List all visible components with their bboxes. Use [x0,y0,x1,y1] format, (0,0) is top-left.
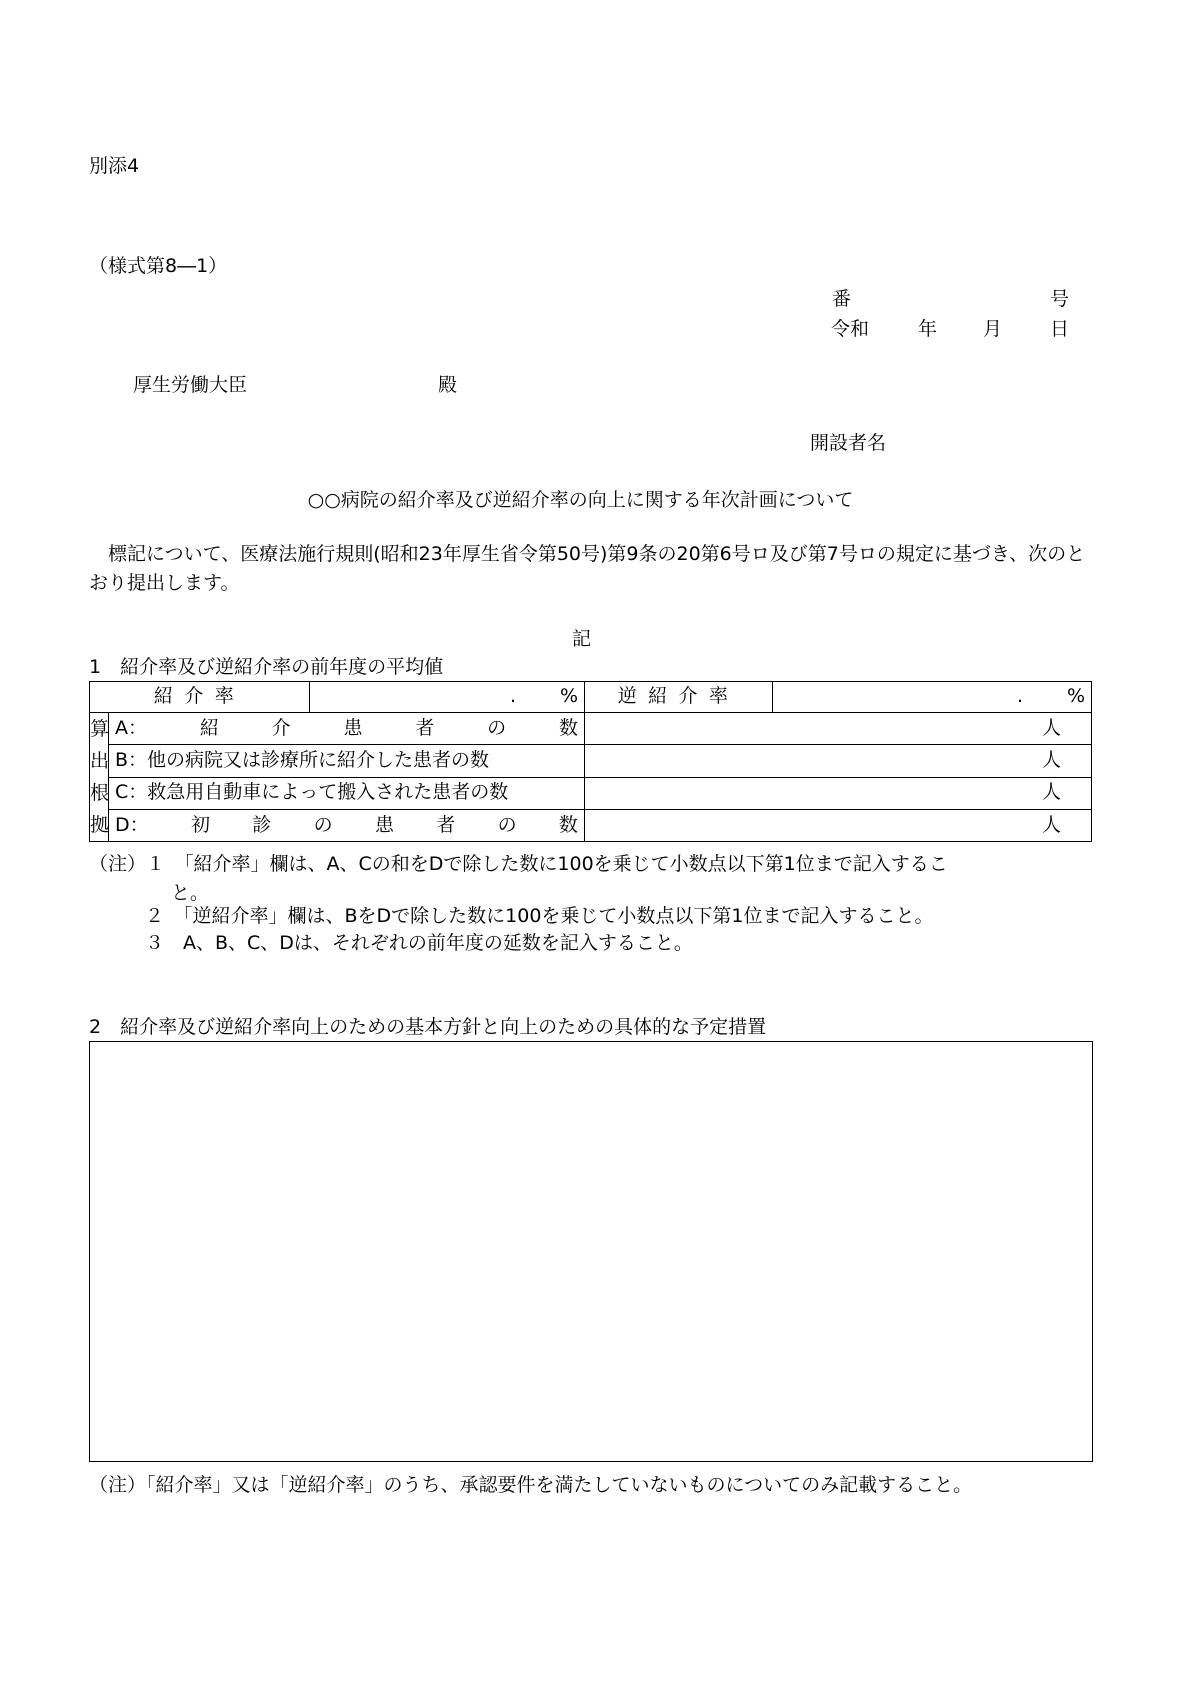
section1-heading: 1 紹介率及び逆紹介率の前年度の平均値 [89,656,444,678]
date-month-label: 月 [983,318,1003,340]
intro-rate-label: 紹介率 [90,682,310,713]
reverse-rate-value[interactable] [773,682,1092,713]
row-d-value[interactable]: 人 [585,809,1092,841]
date-year-label: 年 [918,318,938,340]
decimal-mark: . [1016,685,1023,708]
note-1: （注）１ 「紹介率」欄は、A、Cの和をDで除した数に100を乗じて小数点以下第1位まで記入するこ と。 [89,853,948,904]
row-a-value[interactable]: 人 [585,713,1092,745]
founder-name-label: 開設者名 [810,432,887,454]
decimal-mark: . [509,685,517,708]
addressee: 厚生労働大臣 [133,374,248,396]
table-row [90,777,1092,809]
ki-heading: 記 [572,628,592,650]
row-b-value[interactable]: 人 [585,745,1092,777]
honorific: 殿 [438,374,458,396]
reference-number-label: 番 [832,288,852,310]
reverse-rate-label: 逆紹介率 [585,682,773,713]
section2-heading: 2 紹介率及び逆紹介率向上のための基本方針と向上のための具体的な予定措置 [89,1016,767,1038]
calculation-basis-label: 算 出 根 拠 [90,713,109,842]
row-a-label: A： 紹 介 患 者 の 数 [109,713,585,745]
body-paragraph: 標記について、医療法施行規則(昭和23年厚生省令第50号)第9条の20第6号ロ及び第7号ロの規定に基づき、次のとおり提出します。 [89,543,1086,594]
section2-note: （注）「紹介率」又は「逆紹介率」のうち、承認要件を満たしていないものについてのみ記載すること。 [89,1474,973,1496]
row-c-label: C：救急用自動車によって搬入された患者の数 [109,777,585,809]
row-c-value[interactable]: 人 [585,777,1092,809]
table-row [90,809,1092,841]
reference-number-suffix: 号 [1050,288,1070,310]
rate-row [90,682,1092,713]
attachment-label: 別添4 [89,155,140,177]
row-d-label: D： 初 診 の 患 者 の 数 [109,809,585,841]
document-title: ○○病院の紹介率及び逆紹介率の向上に関する年次計画について [307,489,854,511]
referral-rate-table [89,681,1092,842]
policy-measures-input-box[interactable] [89,1041,1093,1462]
note-2: ２ 「逆紹介率」欄は、BをDで除した数に100を乗じて小数点以下第1位まで記入すること。 [145,905,934,927]
table-row [90,713,1092,745]
date-day-label: 日 [1050,318,1070,340]
date-era: 令和 [831,318,870,340]
intro-rate-value[interactable] [310,682,585,713]
table-row [90,745,1092,777]
note-3: ３ A、B、C、Dは、それぞれの前年度の延数を記入すること。 [145,932,693,954]
percent-sign: % [1066,685,1085,708]
percent-sign: % [559,685,579,708]
form-number: （様式第8―1） [89,255,228,277]
row-b-label: B：他の病院又は診療所に紹介した患者の数 [109,745,585,777]
